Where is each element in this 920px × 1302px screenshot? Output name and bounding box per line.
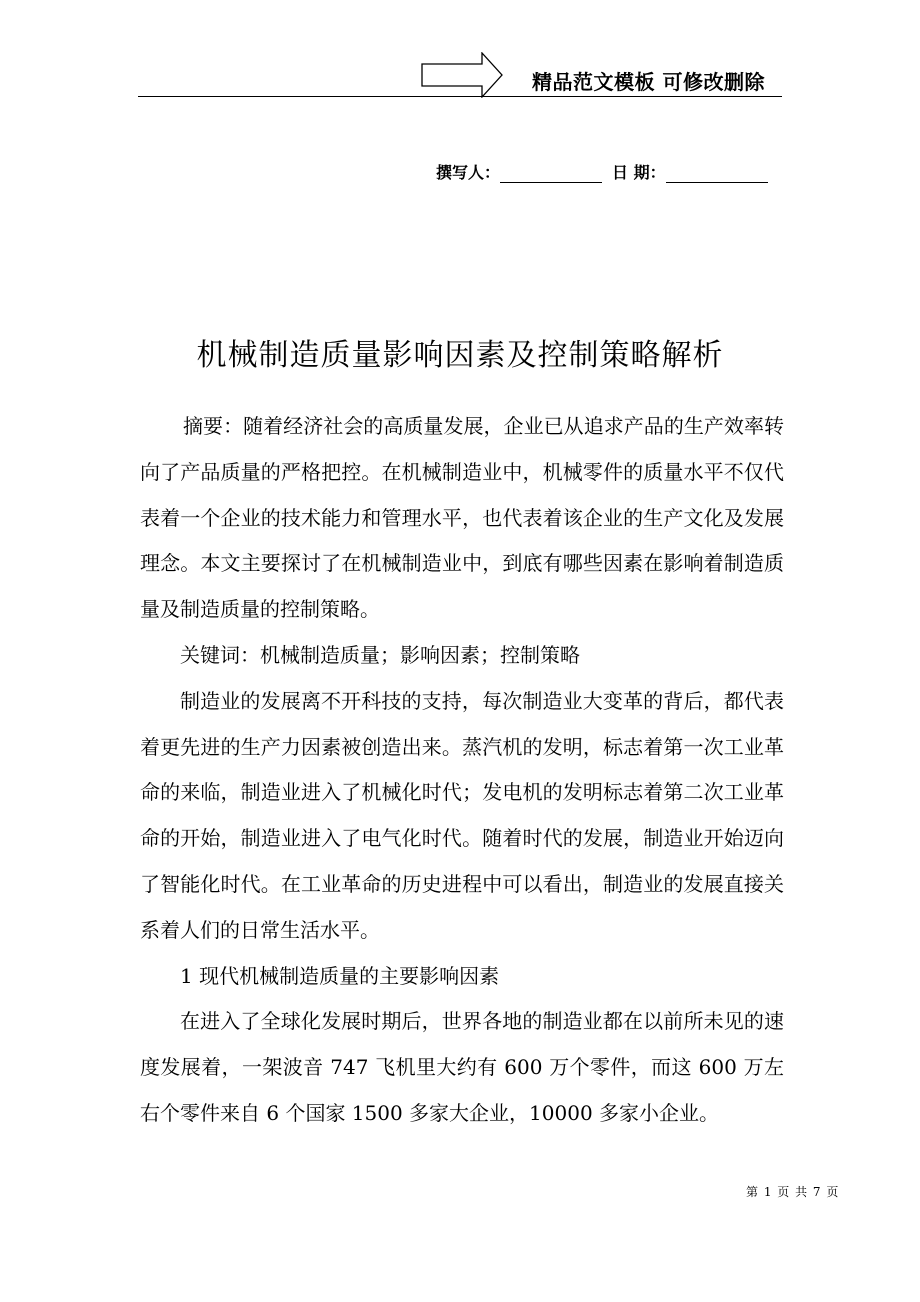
keywords-paragraph: 关键词：机械制造质量；影响因素；控制策略 xyxy=(180,642,580,667)
page-number: 第 1 页 共 7 页 xyxy=(746,1185,840,1199)
date-blank xyxy=(666,164,768,183)
abstract-paragraph: 摘要：随着经济社会的高质量发展，企业已从追求产品的生产效率转向了产品质量的严格把控。在机械制造业中，机械零件的质量水平不仅代表着一个企业的技术能力和管理水平，也代表着该企业的生产文化及发展理念。本文主要探讨了在机械制造业中，到底有哪些因素在影响着制造质量及制造质量的控制策略。 xyxy=(140,414,784,622)
arrow-right-icon xyxy=(420,52,504,98)
author-label: 撰写人： xyxy=(436,163,501,182)
document-title: 机械制造质量影响因素及控制策略解析 xyxy=(196,338,724,373)
date-label: 日 期： xyxy=(612,163,666,182)
intro-paragraph: 制造业的发展离不开科技的支持，每次制造业大变革的背后，都代表着更先进的生产力因素被创造出来。蒸汽机的发明，标志着第一次工业革命的来临，制造业进入了机械化时代；发电机的发明标志着第二次工业革命的开始，制造业进入了电气化时代。随着时代的发展，制造业开始迈向了智能化时代。在工业革命的历史进程中可以看出，制造业的发展直接关系着人们的日常生活水平。 xyxy=(140,688,784,942)
author-date-line xyxy=(436,160,772,183)
section-heading: 1 现代机械制造质量的主要影响因素 xyxy=(180,963,500,988)
section-paragraph: 在进入了全球化发展时期后，世界各地的制造业都在以前所未见的速度发展着，一架波音 747 飞机里大约有 600 万个零件，而这 600 万左右个零件来自 6 个国家 1500 多家大企业，10000 多家小企业。 xyxy=(140,1009,784,1125)
author-blank xyxy=(500,164,602,183)
document-body xyxy=(140,404,784,1137)
header-divider xyxy=(138,96,782,97)
header-tagline: 精品范文模板 可修改删除 xyxy=(532,70,765,94)
